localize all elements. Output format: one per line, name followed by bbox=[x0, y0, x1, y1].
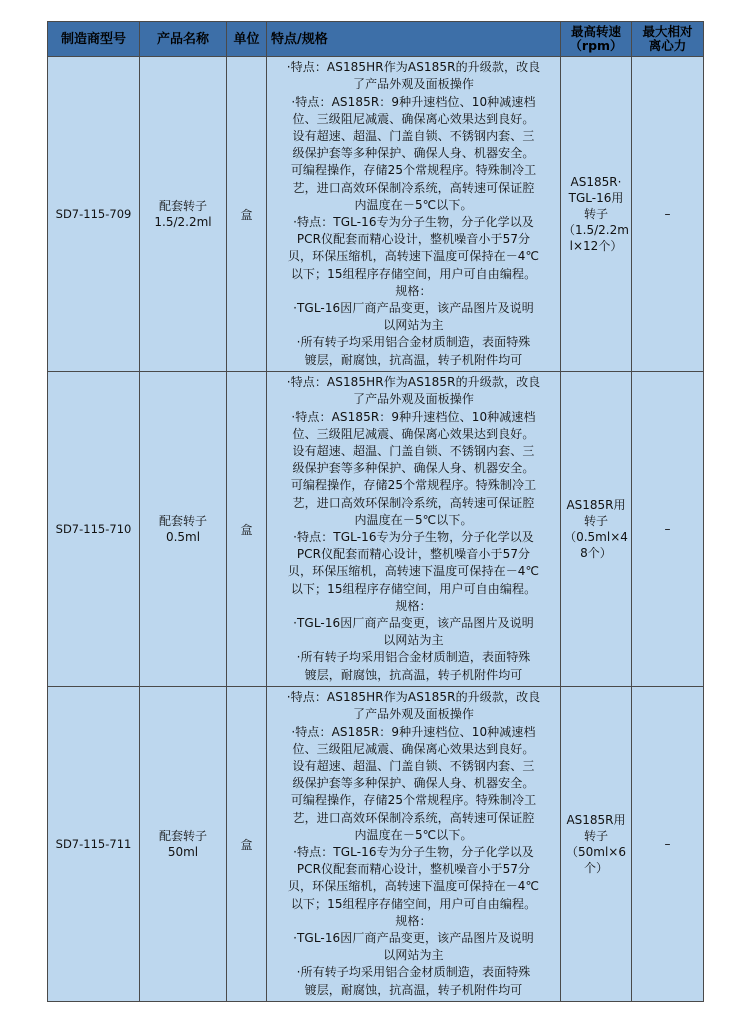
spec-line: 内温度在－5℃以下。 bbox=[354, 197, 473, 212]
spec-line: ·所有转子均采用铝合金材质制造，表面特殊 bbox=[296, 965, 531, 980]
spec-line: 可编程操作，存储25个常规程序。特殊制冷工 bbox=[290, 163, 537, 178]
spec-line: 规格： bbox=[395, 598, 432, 613]
header-unit: 单位 bbox=[227, 22, 267, 57]
cell-name: 配套转子 1.5/2.2ml bbox=[140, 57, 227, 372]
header-speed: 最高转速 （rpm） bbox=[561, 22, 632, 57]
spec-line: PCR仪配套而精心设计，整机噪音小于57分 bbox=[296, 547, 531, 562]
spec-line: 了产品外观及面板操作 bbox=[352, 392, 474, 407]
spec-line: 内温度在－5℃以下。 bbox=[354, 512, 473, 527]
spec-line: 设有超速、超温、门盖自锁、不锈钢内套、三 bbox=[292, 758, 535, 773]
spec-line: 位、三级阻尼减震、确保离心效果达到良好。 bbox=[292, 111, 535, 126]
spec-line: ·特点：AS185HR作为AS185R的升级款，改良 bbox=[286, 375, 541, 390]
spec-line: 设有超速、超温、门盖自锁、不锈钢内套、三 bbox=[292, 128, 535, 143]
cell-name: 配套转子 0.5ml bbox=[140, 372, 227, 687]
spec-line: 艺，进口高效环保制冷系统，高转速可保证腔 bbox=[292, 495, 535, 510]
cell-force: – bbox=[632, 687, 704, 1002]
spec-line: 设有超速、超温、门盖自锁、不锈钢内套、三 bbox=[292, 443, 535, 458]
spec-line: ·TGL-16因厂商产品变更，该产品图片及说明 bbox=[293, 931, 534, 946]
spec-line: ·特点：AS185R：9种升速档位、10种减速档 bbox=[291, 94, 536, 109]
spec-line: ·特点：AS185R：9种升速档位、10种减速档 bbox=[291, 724, 536, 739]
spec-line: ·特点：TGL-16专为分子生物，分子化学以及 bbox=[293, 845, 534, 859]
table-header-row bbox=[48, 22, 704, 57]
cell-model: SD7-115-710 bbox=[48, 372, 140, 687]
spec-line: 镀层，耐腐蚀，抗高温，转子机附件均可 bbox=[304, 982, 523, 997]
spec-line: ·特点：TGL-16专为分子生物，分子化学以及 bbox=[293, 215, 534, 229]
table-row bbox=[48, 57, 704, 372]
spec-line: 规格： bbox=[395, 283, 432, 298]
spec-line: 以下；15组程序存储空间，用户可自由编程。 bbox=[290, 581, 537, 596]
spec-line: 以网站为主 bbox=[383, 318, 444, 333]
cell-speed: AS185R· TGL-16用 转子 （1.5/2.2m l×12个） bbox=[561, 57, 632, 372]
spec-line: 贝，环保压缩机，高转速下温度可保持在－4℃ bbox=[287, 564, 540, 579]
table-row bbox=[48, 372, 704, 687]
cell-spec bbox=[267, 372, 561, 687]
spec-line: 可编程操作，存储25个常规程序。特殊制冷工 bbox=[290, 793, 537, 808]
cell-spec bbox=[267, 57, 561, 372]
spec-line: ·特点：AS185HR作为AS185R的升级款，改良 bbox=[286, 60, 541, 75]
spec-line: 规格： bbox=[395, 913, 432, 928]
spec-line: 以网站为主 bbox=[383, 948, 444, 963]
cell-speed: AS185R用 转子 （0.5ml×4 8个） bbox=[561, 372, 632, 687]
spec-line: 贝，环保压缩机，高转速下温度可保持在－4℃ bbox=[287, 879, 540, 894]
spec-line: 级保护套等多种保护、确保人身、机器安全。 bbox=[292, 776, 535, 791]
spec-line: ·TGL-16因厂商产品变更，该产品图片及说明 bbox=[293, 616, 534, 631]
spec-line: ·TGL-16因厂商产品变更，该产品图片及说明 bbox=[293, 301, 534, 316]
spec-line: ·特点：AS185HR作为AS185R的升级款，改良 bbox=[286, 690, 541, 705]
spec-line: 镀层，耐腐蚀，抗高温，转子机附件均可 bbox=[304, 667, 523, 682]
spec-line: 位、三级阻尼减震、确保离心效果达到良好。 bbox=[292, 426, 535, 441]
cell-unit: 盒 bbox=[227, 687, 267, 1002]
header-force: 最大相对 离心力 bbox=[632, 22, 704, 57]
cell-force: – bbox=[632, 372, 704, 687]
header-name: 产品名称 bbox=[140, 22, 227, 57]
spec-line: 艺，进口高效环保制冷系统，高转速可保证腔 bbox=[292, 810, 535, 825]
spec-line: 以网站为主 bbox=[383, 633, 444, 648]
cell-unit: 盒 bbox=[227, 57, 267, 372]
spec-line: 贝，环保压缩机，高转速下温度可保持在－4℃ bbox=[287, 249, 540, 264]
cell-model: SD7-115-711 bbox=[48, 687, 140, 1002]
header-model: 制造商型号 bbox=[48, 22, 140, 57]
product-table bbox=[47, 21, 704, 1002]
cell-unit: 盒 bbox=[227, 372, 267, 687]
spec-line: 了产品外观及面板操作 bbox=[352, 77, 474, 92]
cell-name: 配套转子 50ml bbox=[140, 687, 227, 1002]
cell-model: SD7-115-709 bbox=[48, 57, 140, 372]
spec-line: 艺，进口高效环保制冷系统，高转速可保证腔 bbox=[292, 180, 535, 195]
spec-line: 可编程操作，存储25个常规程序。特殊制冷工 bbox=[290, 478, 537, 493]
spec-line: ·特点：TGL-16专为分子生物，分子化学以及 bbox=[293, 530, 534, 544]
spec-line: PCR仪配套而精心设计，整机噪音小于57分 bbox=[296, 862, 531, 877]
spec-line: 了产品外观及面板操作 bbox=[352, 707, 474, 722]
spec-line: 以下；15组程序存储空间，用户可自由编程。 bbox=[290, 896, 537, 911]
header-spec: 特点/规格 bbox=[267, 22, 561, 57]
spec-line: ·所有转子均采用铝合金材质制造，表面特殊 bbox=[296, 335, 531, 350]
cell-force: – bbox=[632, 57, 704, 372]
spec-line: 以下；15组程序存储空间，用户可自由编程。 bbox=[290, 266, 537, 281]
spec-line: PCR仪配套而精心设计，整机噪音小于57分 bbox=[296, 232, 531, 247]
spec-line: 级保护套等多种保护、确保人身、机器安全。 bbox=[292, 146, 535, 161]
table-row bbox=[48, 687, 704, 1002]
spec-line: ·所有转子均采用铝合金材质制造，表面特殊 bbox=[296, 650, 531, 665]
spec-line: 级保护套等多种保护、确保人身、机器安全。 bbox=[292, 461, 535, 476]
spec-line: 镀层，耐腐蚀，抗高温，转子机附件均可 bbox=[304, 352, 523, 367]
spec-line: ·特点：AS185R：9种升速档位、10种减速档 bbox=[291, 409, 536, 424]
cell-spec bbox=[267, 687, 561, 1002]
spec-line: 内温度在－5℃以下。 bbox=[354, 827, 473, 842]
spec-line: 位、三级阻尼减震、确保离心效果达到良好。 bbox=[292, 741, 535, 756]
cell-speed: AS185R用 转子 （50ml×6 个） bbox=[561, 687, 632, 1002]
